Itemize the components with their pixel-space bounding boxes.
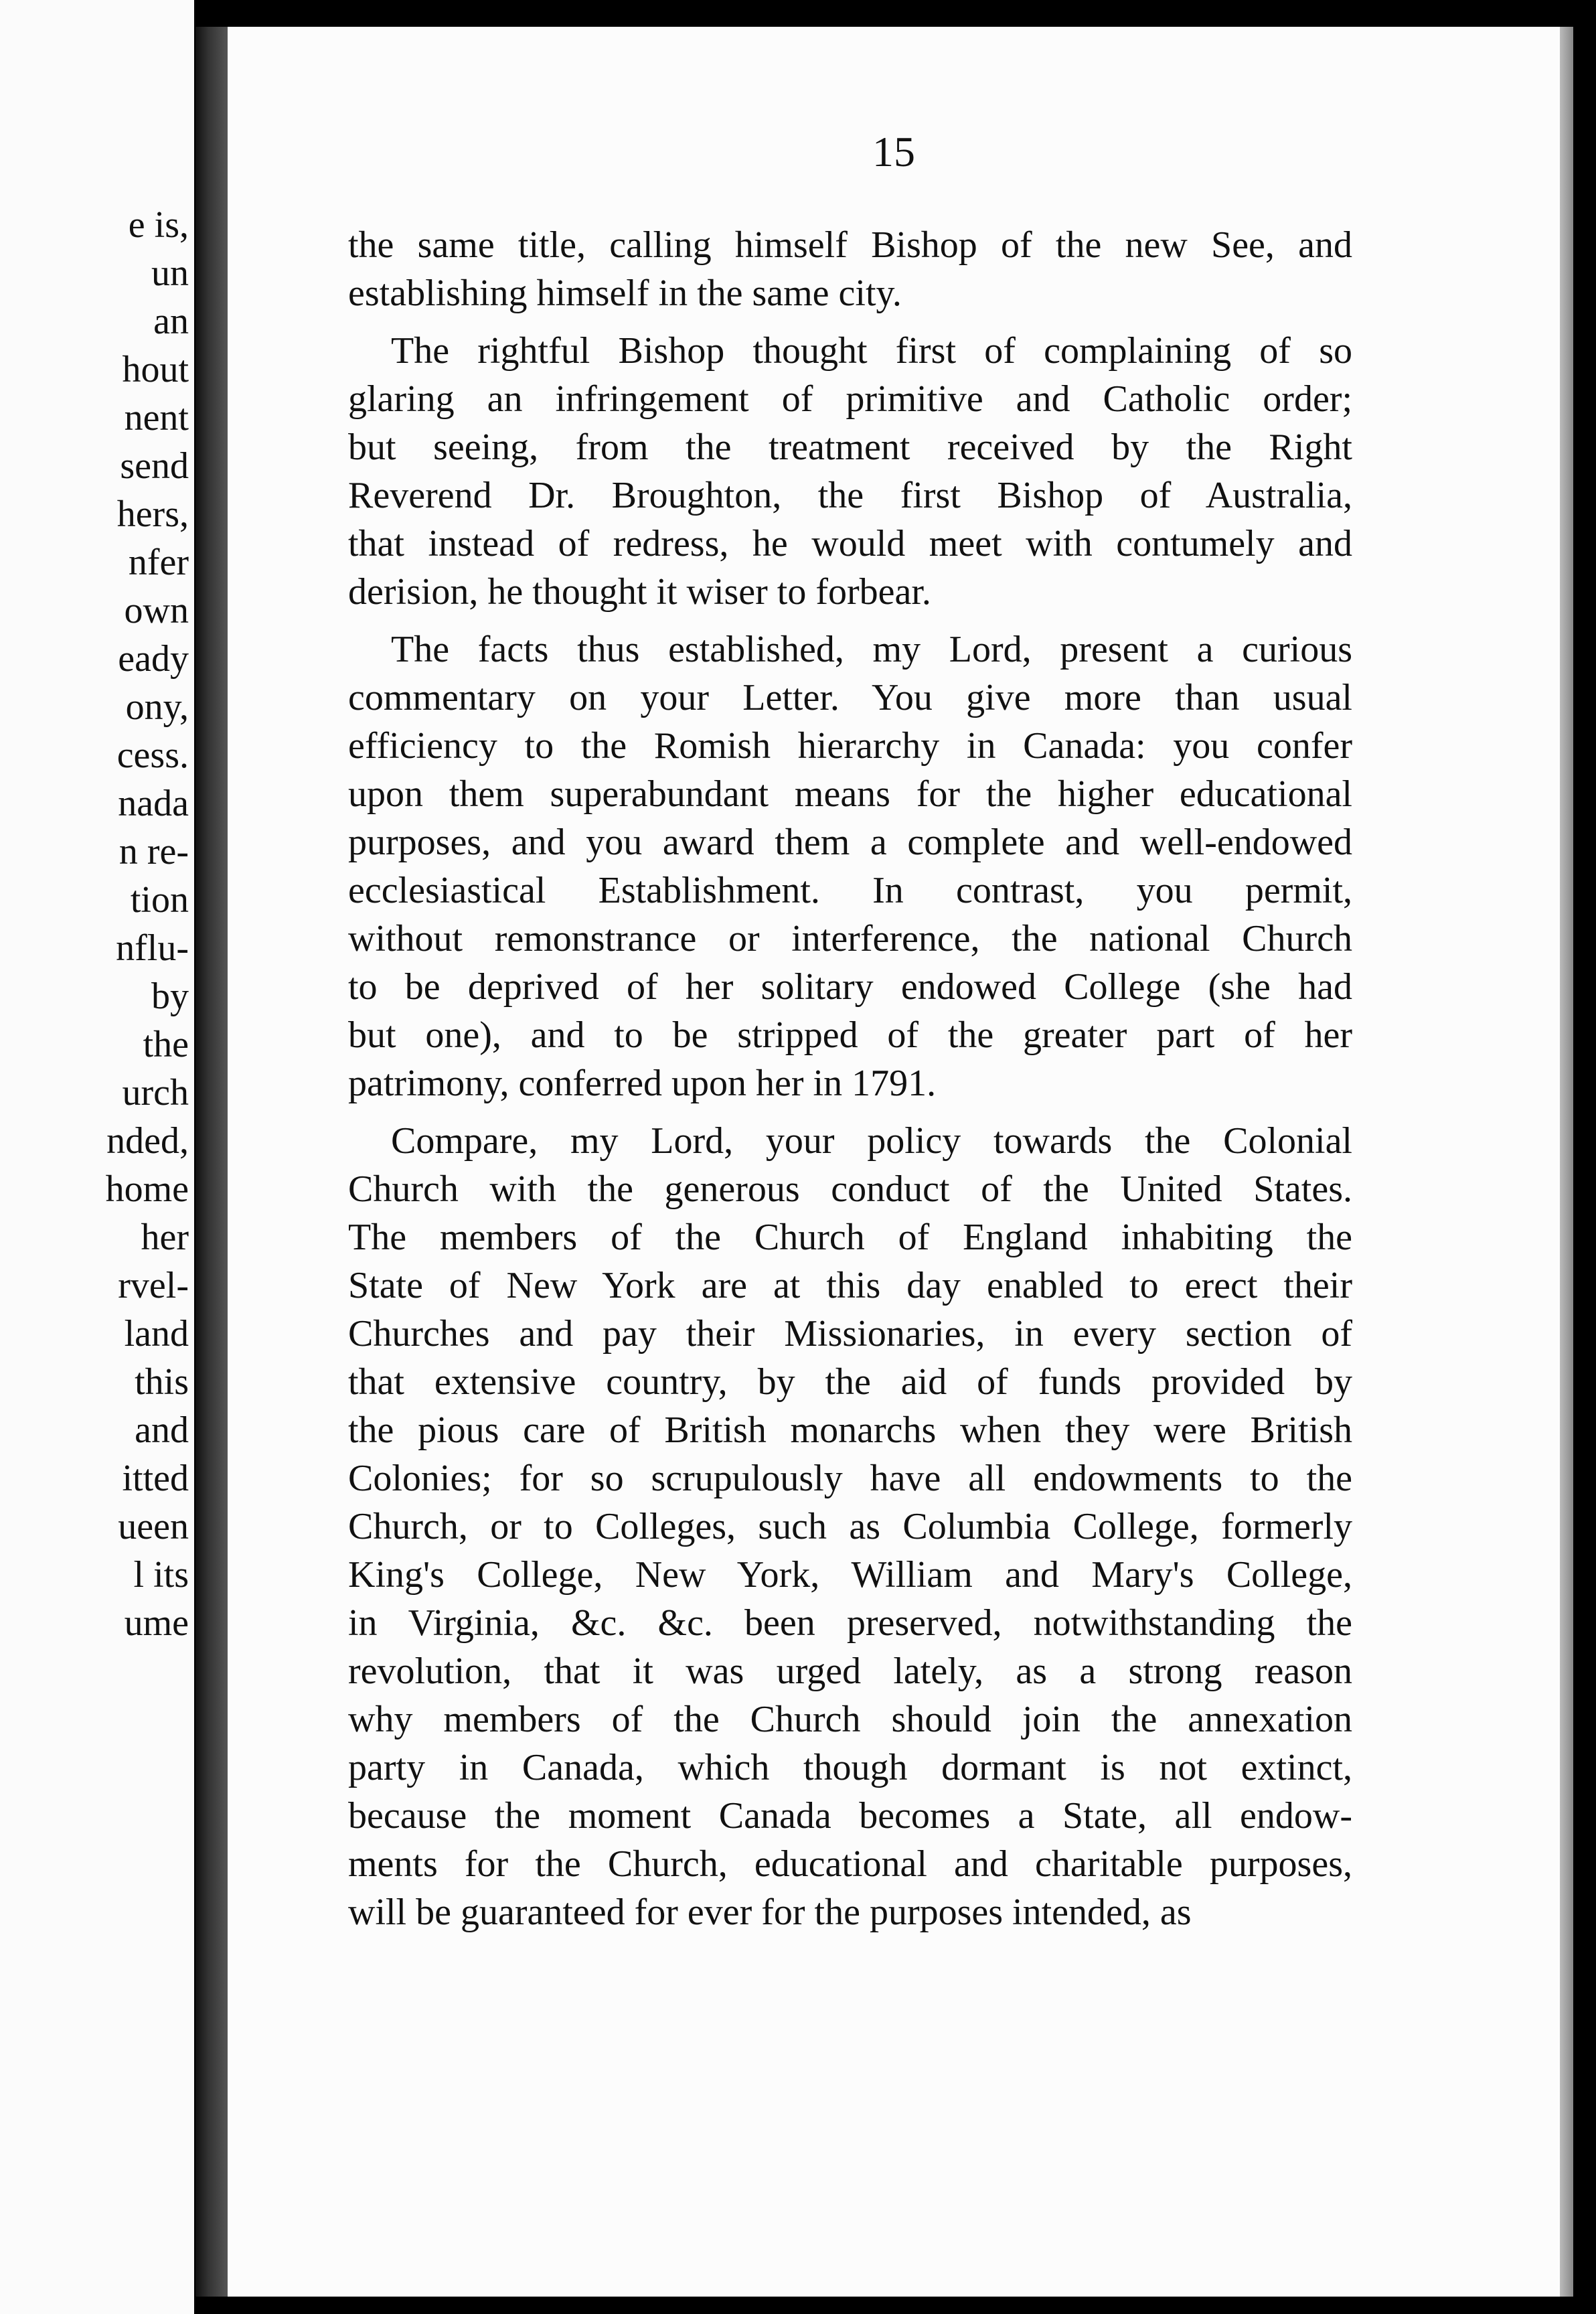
page-edge xyxy=(1560,27,1573,2297)
left-fragment-line: l its xyxy=(133,1554,189,1596)
text-line: derision, he thought it wiser to forbear. xyxy=(348,571,931,613)
text-line: that instead of redress, he would meet with contumely and xyxy=(348,523,1352,564)
body-text xyxy=(348,221,1352,1936)
text-line: The members of the Church of England inhabiting the xyxy=(348,1217,1352,1258)
text-line: glaring an infringement of primitive and Catholic order; xyxy=(348,378,1352,420)
paragraph-gap xyxy=(348,616,1352,625)
left-fragment-line: hout xyxy=(122,349,189,390)
left-facing-page xyxy=(0,0,194,2314)
left-fragment-line: nent xyxy=(124,397,189,439)
paragraph-gap xyxy=(348,317,1352,327)
text-line: purposes, and you award them a complete and well-endowed xyxy=(348,822,1352,863)
left-fragment-line: hers, xyxy=(116,493,189,535)
text-line: The rightful Bishop thought first of complaining of so xyxy=(391,330,1352,372)
text-line: in Virginia, &c. &c. been preserved, notwithstanding the xyxy=(348,1602,1352,1644)
left-fragment-line: by xyxy=(151,976,189,1017)
left-fragment-line: land xyxy=(124,1313,189,1355)
book-gutter xyxy=(195,27,228,2297)
left-fragment-line: e is, xyxy=(128,204,189,246)
text-line: upon them superabundant means for the higher educational xyxy=(348,773,1352,815)
page-number: 15 xyxy=(872,128,915,175)
text-line: that extensive country, by the aid of funds provided by xyxy=(348,1361,1352,1403)
left-fragment-line: this xyxy=(135,1361,189,1403)
left-page-fragments xyxy=(0,201,194,1647)
text-line: commentary on your Letter. You give more than usual xyxy=(348,677,1352,718)
left-fragment-line: eady xyxy=(118,638,189,680)
text-line: Church, or to Colleges, such as Columbia College, formerly xyxy=(348,1506,1352,1547)
left-fragment-line: nfer xyxy=(128,542,189,583)
paragraph xyxy=(348,327,1352,616)
text-line: why members of the Church should join the annexation xyxy=(348,1699,1352,1740)
text-line: party in Canada, which though dormant is not extinct, xyxy=(348,1747,1352,1788)
left-fragment-line: tion xyxy=(130,879,189,921)
text-line: the pious care of British monarchs when they were British xyxy=(348,1409,1352,1451)
text-line: ments for the Church, educational and charitable purposes, xyxy=(348,1843,1352,1885)
text-line: because the moment Canada becomes a State, all endow- xyxy=(348,1795,1352,1837)
left-fragment-line: home xyxy=(105,1168,189,1210)
text-line: Colonies; for so scrupulously have all endowments to the xyxy=(348,1458,1352,1499)
text-line: but seeing, from the treatment received by the Right xyxy=(348,427,1352,468)
text-line: patrimony, conferred upon her in 1791. xyxy=(348,1063,937,1104)
left-fragment-line: nded, xyxy=(106,1120,189,1162)
left-fragment-line: cess. xyxy=(116,735,189,776)
text-line: establishing himself in the same city. xyxy=(348,273,902,314)
text-line: but one), and to be stripped of the greater part of her xyxy=(348,1014,1352,1056)
left-fragment-line: itted xyxy=(122,1458,189,1499)
paragraph xyxy=(348,625,1352,1107)
paragraph-gap xyxy=(348,1107,1352,1117)
left-fragment-line: and xyxy=(135,1409,189,1451)
text-line: to be deprived of her solitary endowed College (she had xyxy=(348,966,1352,1008)
text-line: efficiency to the Romish hierarchy in Canada: you confer xyxy=(348,725,1352,767)
text-line: Church with the generous conduct of the United States. xyxy=(348,1168,1352,1210)
left-fragment-line: nada xyxy=(118,783,189,824)
left-fragment-line: the xyxy=(143,1024,189,1065)
paragraph xyxy=(348,221,1352,317)
text-line: Churches and pay their Missionaries, in every section of xyxy=(348,1313,1352,1355)
left-fragment-line: own xyxy=(124,590,189,631)
left-fragment-line: ume xyxy=(124,1602,189,1644)
left-fragment-line: an xyxy=(153,301,189,342)
left-fragment-line: ony, xyxy=(125,686,189,728)
text-line: without remonstrance or interference, the national Church xyxy=(348,918,1352,959)
text-line: will be guaranteed for ever for the purposes intended, as xyxy=(348,1892,1192,1933)
text-line: King's College, New York, William and Mary's College, xyxy=(348,1554,1352,1596)
left-fragment-line: her xyxy=(141,1217,189,1258)
text-line: Compare, my Lord, your policy towards the Colonial xyxy=(391,1120,1352,1162)
text-line: the same title, calling himself Bishop of the new See, and xyxy=(348,224,1352,266)
left-fragment-line: send xyxy=(120,445,189,487)
left-fragment-line: n re- xyxy=(118,831,189,872)
text-line: ecclesiastical Establishment. In contrast, you permit, xyxy=(348,870,1352,911)
left-fragment-line: ueen xyxy=(118,1506,189,1547)
left-fragment-line: nflu- xyxy=(116,927,189,969)
text-line: revolution, that it was urged lately, as a strong reason xyxy=(348,1650,1352,1692)
text-line: The facts thus established, my Lord, present a curious xyxy=(391,629,1352,670)
left-fragment-line: rvel- xyxy=(118,1265,189,1306)
text-line: State of New York are at this day enabled to erect their xyxy=(348,1265,1352,1306)
paragraph xyxy=(348,1117,1352,1936)
left-fragment-line: un xyxy=(151,252,189,294)
left-fragment-line: urch xyxy=(122,1072,189,1113)
text-line: Reverend Dr. Broughton, the first Bishop of Australia, xyxy=(348,475,1352,516)
